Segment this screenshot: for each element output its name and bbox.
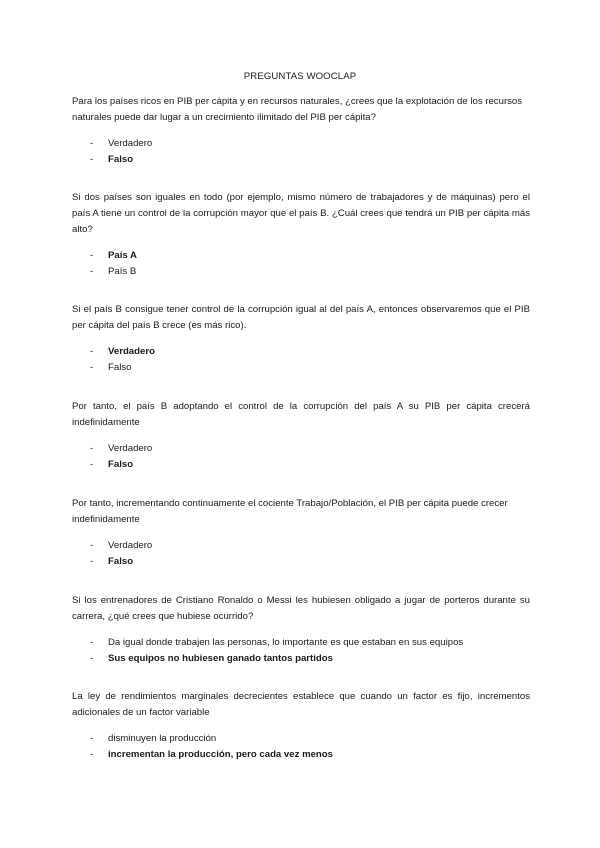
bullet-dash: - — [90, 346, 94, 357]
question-text: Si el país B consigue tener control de la corrupción igual al del país A, entonces observaremos que el PIB per cápita del país B crece (es más rico). — [72, 304, 530, 331]
option-label: Falso — [108, 154, 134, 165]
options-list — [72, 538, 530, 570]
option-label: Falso — [108, 362, 132, 373]
option-label: Falso — [108, 556, 134, 567]
question-3 — [72, 302, 530, 376]
option-label: Verdadero — [108, 443, 153, 454]
bullet-dash: - — [90, 154, 94, 165]
bullet-dash: - — [90, 459, 94, 470]
option-label: Sus equipos no hubiesen ganado tantos partidos — [108, 653, 333, 664]
bullet-dash: - — [90, 556, 94, 567]
page-title: PREGUNTAS WOOCLAP — [243, 71, 357, 82]
bullet-dash: - — [90, 653, 94, 664]
question-6 — [72, 593, 530, 667]
question-4 — [72, 399, 530, 473]
question-text: Por tanto, incrementando continuamente el cociente Trabajo/Población, el PIB per cápita puede crecer indefinidamente — [72, 498, 508, 525]
question-text: Si dos países son iguales en todo (por ejemplo, mismo número de trabajadores y de máquinas) pero el país A tiene un control de la corrupción mayor que el país B. ¿Cuál crees que tendrá un PIB per cápita más alto? — [72, 192, 530, 235]
bullet-dash: - — [90, 540, 94, 551]
option-disminuyen — [72, 731, 530, 747]
bullet-dash: - — [90, 637, 94, 648]
question-7 — [72, 689, 530, 763]
question-text: Por tanto, el país B adoptando el control de la corrupción del país A su PIB per cápita crecerá indefinidamente — [72, 401, 530, 428]
bullet-dash: - — [90, 749, 94, 760]
option-verdadero — [72, 538, 530, 554]
option-label: incrementan la producción, pero cada vez menos — [108, 749, 333, 760]
option-label: Verdadero — [108, 138, 153, 149]
option-label: Verdadero — [108, 346, 155, 357]
question-text: La ley de rendimientos marginales decrecientes establece que cuando un factor es fijo, incrementos adicionales de un factor variable — [72, 691, 530, 718]
option-sus-equipos-correct — [72, 651, 530, 667]
option-pais-a-correct — [72, 248, 530, 264]
option-label: País B — [108, 266, 137, 277]
option-da-igual — [72, 635, 530, 651]
option-falso-correct — [72, 554, 530, 570]
options-list — [72, 731, 530, 763]
bullet-dash: - — [90, 443, 94, 454]
option-label: País A — [108, 250, 137, 261]
option-label: Verdadero — [108, 540, 153, 551]
question-text: Para los países ricos en PIB per cápita y en recursos naturales, ¿crees que la explotación de los recursos naturales puede dar lugar a un crecimiento ilimitado del PIB per cápita? — [72, 96, 523, 123]
option-falso — [72, 360, 530, 376]
options-list — [72, 248, 530, 280]
option-pais-b — [72, 264, 530, 280]
bullet-dash: - — [90, 138, 94, 149]
option-verdadero — [72, 136, 530, 152]
bullet-dash: - — [90, 362, 94, 373]
bullet-dash: - — [90, 733, 94, 744]
option-verdadero — [72, 441, 530, 457]
bullet-dash: - — [90, 250, 94, 261]
option-falso-correct — [72, 457, 530, 473]
question-5 — [72, 496, 530, 570]
option-incrementan-correct — [72, 747, 530, 763]
options-list — [72, 635, 530, 667]
options-list — [72, 441, 530, 473]
question-1 — [72, 94, 530, 168]
options-list — [72, 136, 530, 168]
options-list — [72, 344, 530, 376]
option-falso-correct — [72, 152, 530, 168]
option-label: Falso — [108, 459, 134, 470]
question-2 — [72, 190, 530, 280]
option-verdadero-correct — [72, 344, 530, 360]
option-label: disminuyen la producción — [108, 733, 217, 744]
option-label: Da igual donde trabajen las personas, lo importante es que estaban en sus equipos — [108, 637, 464, 648]
question-text: Si los entrenadores de Cristiano Ronaldo o Messi les hubiesen obligado a jugar de porteros durante su carrera, ¿qué crees que hubiese ocurrido? — [72, 595, 530, 622]
bullet-dash: - — [90, 266, 94, 277]
